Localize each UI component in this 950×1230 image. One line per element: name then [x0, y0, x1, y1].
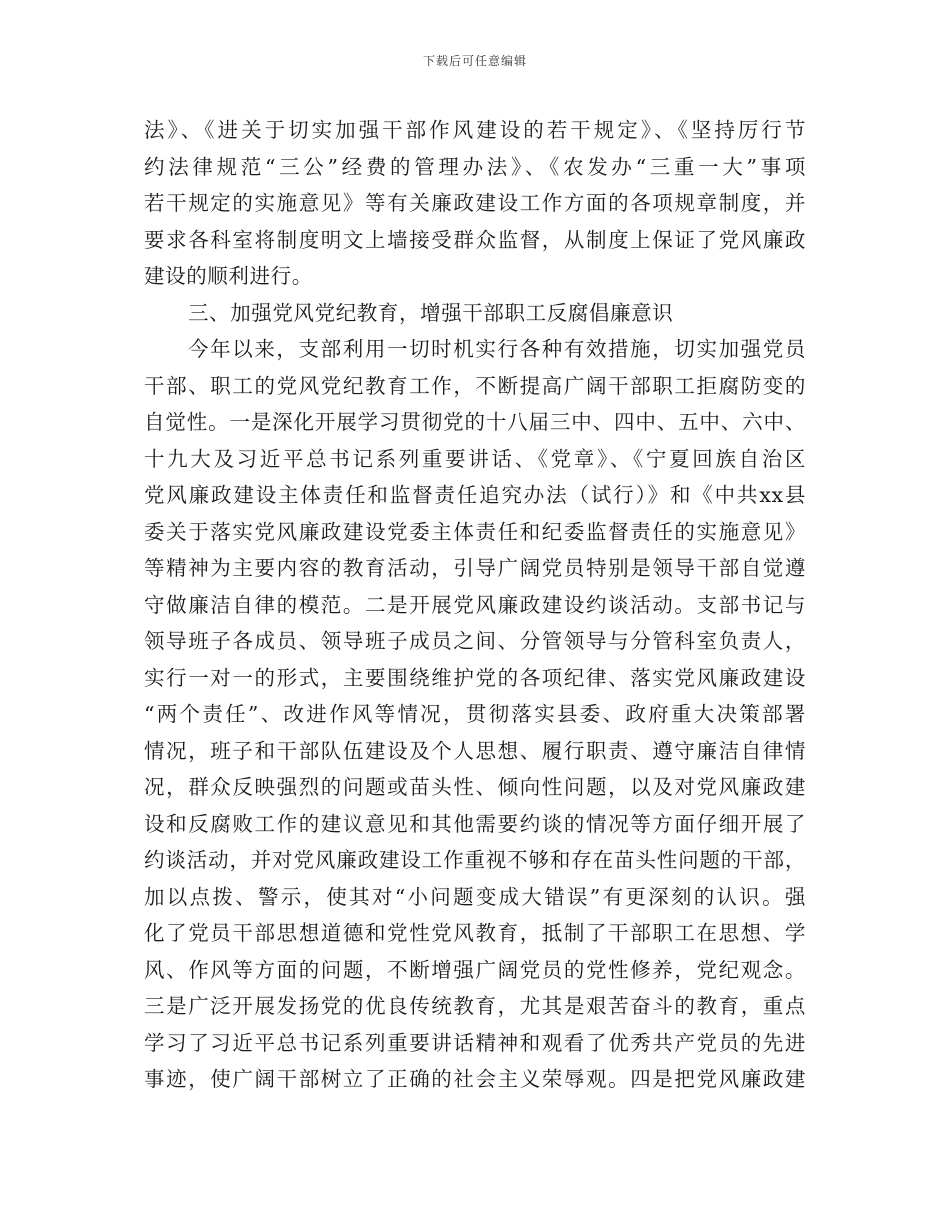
paragraph-line: 十九大及习近平总书记系列重要讲话、《党章》、《宁夏回族自治区 — [144, 446, 806, 471]
paragraph-line: 设和反腐败工作的建议意见和其他需要约谈的情况等方面仔细开展了 — [144, 811, 806, 836]
paragraph-line: 约法律规范“三公”经费的管理办法》、《农发办“三重一大”事项 — [144, 154, 806, 179]
paragraph-line: 委关于落实党风廉政建设党委主体责任和纪委监督责任的实施意见》 — [144, 519, 806, 544]
paragraph-line: 若干规定的实施意见》等有关廉政建设工作方面的各项规章制度，并 — [144, 191, 806, 215]
paragraph-line: 约谈活动，并对党风廉政建设工作重视不够和存在苗头性问题的干部， — [144, 848, 806, 872]
paragraph-line: 三是广泛开展发扬党的优良传统教育，尤其是艰苦奋斗的教育，重点 — [144, 994, 806, 1018]
page-header: 下载后可任意编辑 — [422, 54, 527, 68]
paragraph-line: 要求各科室将制度明文上墙接受群众监督，从制度上保证了党风廉政 — [144, 227, 806, 252]
paragraph-line: 守做廉洁自律的模范。二是开展党风廉政建设约谈活动。支部书记与 — [144, 592, 806, 617]
paragraph-line: 领导班子各成员、领导班子成员之间、分管领导与分管科室负责人， — [144, 629, 806, 653]
paragraph-line: 建设的顺利进行。 — [144, 264, 313, 288]
paragraph-line: 情况，班子和干部队伍建设及个人思想、履行职责、遵守廉洁自律情 — [144, 738, 806, 763]
paragraph-line: 干部、职工的党风党纪教育工作，不断提高广阔干部职工拒腐防变的 — [144, 373, 806, 398]
paragraph-line: “两个责任”、改进作风等情况，贯彻落实县委、政府重大决策部署 — [144, 702, 806, 726]
paragraph-line: 加以点拨、警示，使其对“小问题变成大错误”有更深刻的认识。强 — [144, 884, 806, 909]
paragraph-line: 等精神为主要内容的教育活动，引导广阔党员特别是领导干部自觉遵 — [144, 556, 806, 580]
document-body — [144, 112, 806, 1098]
paragraph-line: 风、作风等方面的问题，不断增强广阔党员的党性修养，党纪观念。 — [144, 957, 806, 982]
paragraph-line: 况，群众反映强烈的问题或苗头性、倾向性问题，以及对党风廉政建 — [144, 775, 806, 799]
section-heading: 三、加强党风党纪教育，增强干部职工反腐倡廉意识 — [188, 300, 674, 325]
paragraph-line: 党风廉政建设主体责任和监督责任追究办法（试行）》和《中共xx县 — [144, 483, 806, 507]
paragraph-line: 化了党员干部思想道德和党性党风教育，抵制了干部职工在思想、学 — [144, 921, 806, 945]
paragraph-line: 自觉性。一是深化开展学习贯彻党的十八届三中、四中、五中、六中、 — [144, 410, 806, 434]
paragraph-line: 学习了习近平总书记系列重要讲话精神和观看了优秀共产党员的先进 — [144, 1030, 806, 1055]
paragraph-line: 实行一对一的形式，主要围绕维护党的各项纪律、落实党风廉政建设 — [144, 665, 806, 690]
paragraph-line: 事迹，使广阔干部树立了正确的社会主义荣辱观。四是把党风廉政建 — [144, 1067, 806, 1091]
paragraph-line: 今年以来，支部利用一切时机实行各种有效措施，切实加强党员 — [188, 337, 806, 361]
paragraph-line: 法》、《进关于切实加强干部作风建设的若干规定》、《坚持厉行节 — [144, 118, 806, 142]
